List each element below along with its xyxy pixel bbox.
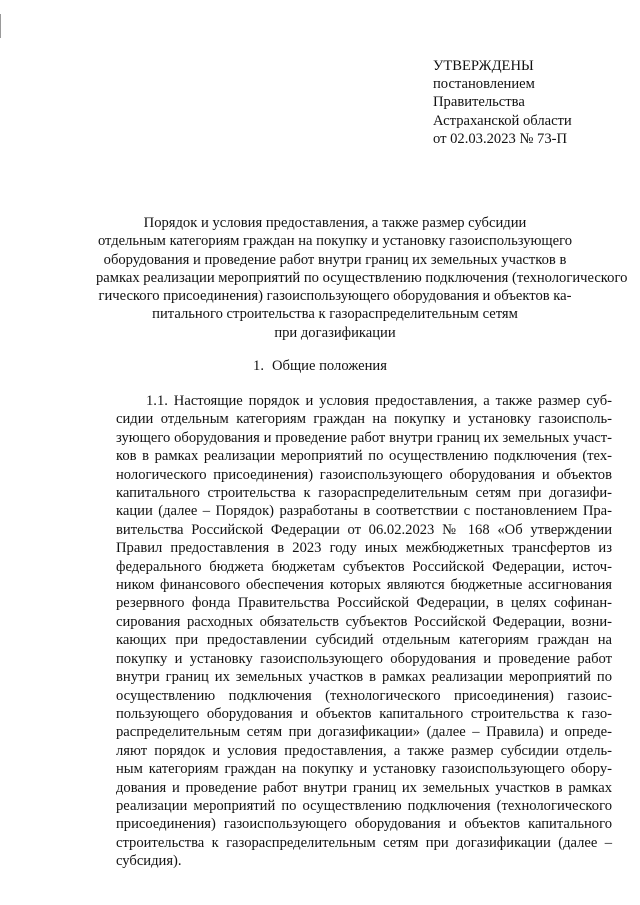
- paragraph-line: резервного фонда Правительства Российской Федерации, в целях софинан-: [116, 595, 612, 612]
- paragraph-line: капитального строительства к газораспределительным сетям при догазифи-: [116, 485, 612, 502]
- paragraph-line: реализации мероприятий по осуществлению подключения (технологического: [116, 797, 612, 814]
- approval-date-number: от 02.03.2023 № 73-П: [433, 130, 568, 147]
- paragraph-1-1: [116, 392, 612, 871]
- title-line: отдельным категориям граждан на покупку и установку газоиспользующего: [97, 233, 573, 250]
- title-line: при догазификации: [274, 324, 396, 341]
- approval-line: Астраханской области: [433, 112, 572, 129]
- paragraph-line: присоединения) газоиспользующего оборудования и объектов капитального: [116, 816, 612, 833]
- paragraph-line: кающих при предоставлении субсидий отдельным категориям граждан на: [116, 632, 612, 649]
- paragraph-line: пользующего оборудования и объектов капитального строительства к газо-: [116, 705, 612, 722]
- title-line: питального строительства к газораспределительным сетям: [152, 306, 518, 323]
- paragraph-line: сидии отдельным категориям граждан на покупку и установку газоисполь-: [116, 411, 612, 428]
- approval-line: Правительства: [433, 94, 525, 111]
- section-number: 1.: [253, 358, 264, 374]
- paragraph-line: ником финансового обеспечения которых являются бюджетные ассигнования: [116, 577, 612, 594]
- paragraph-line: покупку и установку газоиспользующего оборудования и проведение работ: [116, 650, 612, 667]
- title-line: Порядок и условия предоставления, а также размер субсидии: [143, 215, 527, 231]
- paragraph-line: дования и проведение работ внутри границ их земельных участков в рамках: [116, 779, 612, 796]
- title-line: рамках реализации мероприятий по осуществлению подключения (технологического: [96, 269, 628, 286]
- paragraph-line: осуществлению подключения (технологического присоединения) газоис-: [116, 687, 612, 704]
- paragraph-line: сирования расходных обязательств субъектов Российской Федерации, возни-: [116, 613, 612, 630]
- paragraph-line: нологического присоединения) газоиспользующего оборудования и объектов: [116, 466, 612, 483]
- paragraph-line: ным категориям граждан на покупку и установку газоиспользующего обору-: [116, 761, 612, 778]
- paragraph-line: кации (далее – Порядок) разработаны в соответствии с постановлением Пра-: [116, 503, 612, 520]
- approval-line: постановлением: [433, 76, 535, 93]
- title-line: оборудования и проведение работ внутри границ их земельных участков в: [103, 251, 567, 268]
- paragraph-line: Правил предоставления в 2023 году иных межбюджетных трансфертов из: [116, 540, 612, 557]
- paragraph-line: распределительным сетям при догазификации» (далее – Правила) и опреде-: [116, 724, 612, 741]
- section-heading: [0, 357, 640, 375]
- paragraph-line: внутри границ их земельных участков в рамках реализации мероприятий по: [116, 669, 612, 686]
- document-title: [96, 214, 628, 342]
- paragraph-line: строительства к газораспределительным сетям при догазификации (далее –: [116, 834, 612, 851]
- paragraph-line: ляют порядок и условия предоставления, а также размер субсидии отдель-: [116, 742, 612, 759]
- paragraph-line: федерального бюджета бюджетам субъектов Российской Федерации, источ-: [116, 558, 612, 575]
- paragraph-line: ков в рамках реализации мероприятий по осуществлению подключения (тех-: [116, 448, 612, 465]
- approval-heading: УТВЕРЖДЕНЫ: [433, 58, 534, 74]
- paragraph-line: 1.1. Настоящие порядок и условия предоставления, а также размер суб-: [146, 393, 612, 409]
- page-edge-mark: [0, 14, 1, 38]
- section-title: Общие положения: [271, 358, 387, 374]
- approval-stamp: [433, 57, 633, 148]
- paragraph-line: субсидия).: [116, 853, 182, 870]
- paragraph-line: зующего оборудования и проведение работ внутри границ их земельных участ-: [116, 429, 612, 446]
- title-line: гического присоединения) газоиспользующего оборудования и объектов ка-: [98, 288, 572, 305]
- paragraph-line: вительства Российской Федерации от 06.02.2023 № 168 «Об утверждении: [116, 521, 612, 538]
